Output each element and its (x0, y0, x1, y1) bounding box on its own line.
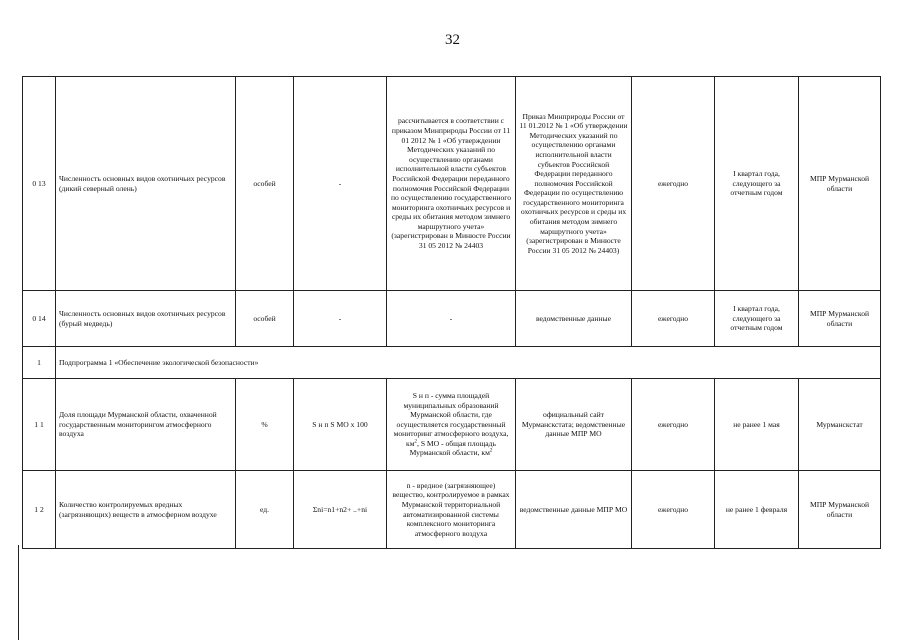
method-cell: рассчитывается в соответствии с приказом Минприроды России от 11 01 2012 № 1 «Об утверждении Методических указаний по осуществлению органами исполнительной власти субъектов Российской Федерации переданного полномочия Российской Федерации по осуществлению государственного мониторинга охотничьих ресурсов и среды их обитания методом зимнего маршрутного учета» (зарегистрирован в Минюсте России 31 05 2012 № 24403 (387, 77, 516, 291)
indicator-name: Численность основных видов охотничьих ресурсов (бурый медведь) (56, 291, 236, 347)
deadline-cell: I квартал года, следующего за отчетным годом (715, 77, 799, 291)
deadline-cell: не ранее 1 февраля (715, 471, 799, 549)
indicators-table (22, 76, 881, 549)
source-cell: Приказ Минприроды России от 11 01.2012 № 1 «Об утверждении Методических указаний по осуществлению органами исполнительной власти субъектов Российской Федерации переданного полномочия Российской Федерации по осуществлению государственного мониторинга охотничьих ресурсов и среды их обитания методом зимнего маршрутного учета» (зарегистрирован в Минюсте России 31 05 2012 № 24403) (516, 77, 632, 291)
method-sup-a: 2 (414, 439, 418, 445)
table-row (23, 471, 881, 549)
table-row (23, 291, 881, 347)
deadline-cell: I квартал года, следующего за отчетным годом (715, 291, 799, 347)
source-cell: ведомственные данные МПР МО (516, 471, 632, 549)
indicator-name: Количество контролируемых вредных (загрязняющих) веществ в атмосферном воздухе (56, 471, 236, 549)
method-text-a: S н п - сумма площадей муниципальных образований Мурманской области, где осуществляется государственный мониторинг атмосферного воздуха, км (393, 390, 509, 448)
method-text-b: S МО - общая площадь Мурманской области, км (409, 438, 496, 458)
method-cell: - (387, 291, 516, 347)
unit-cell: ед. (236, 471, 294, 549)
section-title: Подпрограмма 1 «Обеспечение экологической безопасности» (56, 347, 881, 379)
responsible-cell: МПР Мурманской области (799, 471, 881, 549)
frequency-cell: ежегодно (632, 379, 715, 471)
indicator-name: Численность основных видов охотничьих ресурсов (дикий северный олень) (56, 77, 236, 291)
row-number: 1 2 (23, 471, 56, 549)
continuation-rule (18, 545, 19, 640)
row-number: 0 13 (23, 77, 56, 291)
formula-cell: - (294, 291, 387, 347)
responsible-cell: Мурманскстат (799, 379, 881, 471)
frequency-cell: ежегодно (632, 291, 715, 347)
unit-cell: особей (236, 77, 294, 291)
formula-cell: - (294, 77, 387, 291)
section-number: 1 (23, 347, 56, 379)
page-number: 32 (445, 32, 460, 48)
frequency-cell: ежегодно (632, 77, 715, 291)
responsible-cell: МПР Мурманской области (799, 291, 881, 347)
method-sup-b: 2 (489, 448, 493, 454)
source-cell: официальный сайт Мурманскстата; ведомственные данные МПР МО (516, 379, 632, 471)
frequency-cell: ежегодно (632, 471, 715, 549)
source-cell: ведомственные данные (516, 291, 632, 347)
formula-cell: Σni=n1+n2+ ..+ni (294, 471, 387, 549)
formula-cell: S н п S МО х 100 (294, 379, 387, 471)
unit-cell: особей (236, 291, 294, 347)
row-number: 0 14 (23, 291, 56, 347)
deadline-cell: не ранее 1 мая (715, 379, 799, 471)
table-row (23, 77, 881, 291)
indicator-name: Доля площади Мурманской области, охваченной государственным мониторингом атмосферного воздуха (56, 379, 236, 471)
method-cell: n - вредное (загрязняющее) вещество, контролируемое в рамках Мурманской территориальной автоматизированной системы комплексного мониторинга атмосферного воздуха (387, 471, 516, 549)
method-cell: S н п - сумма площадей муниципальных образований Мурманской области, где осуществляется государственный мониторинг атмосферного воздуха, $км^2$, S МО - общая площадь Мурманской области, $км^2$ (387, 379, 516, 471)
table-row (23, 379, 881, 471)
unit-cell: % (236, 379, 294, 471)
section-row (23, 347, 881, 379)
responsible-cell: МПР Мурманской области (799, 77, 881, 291)
row-number: 1 1 (23, 379, 56, 471)
